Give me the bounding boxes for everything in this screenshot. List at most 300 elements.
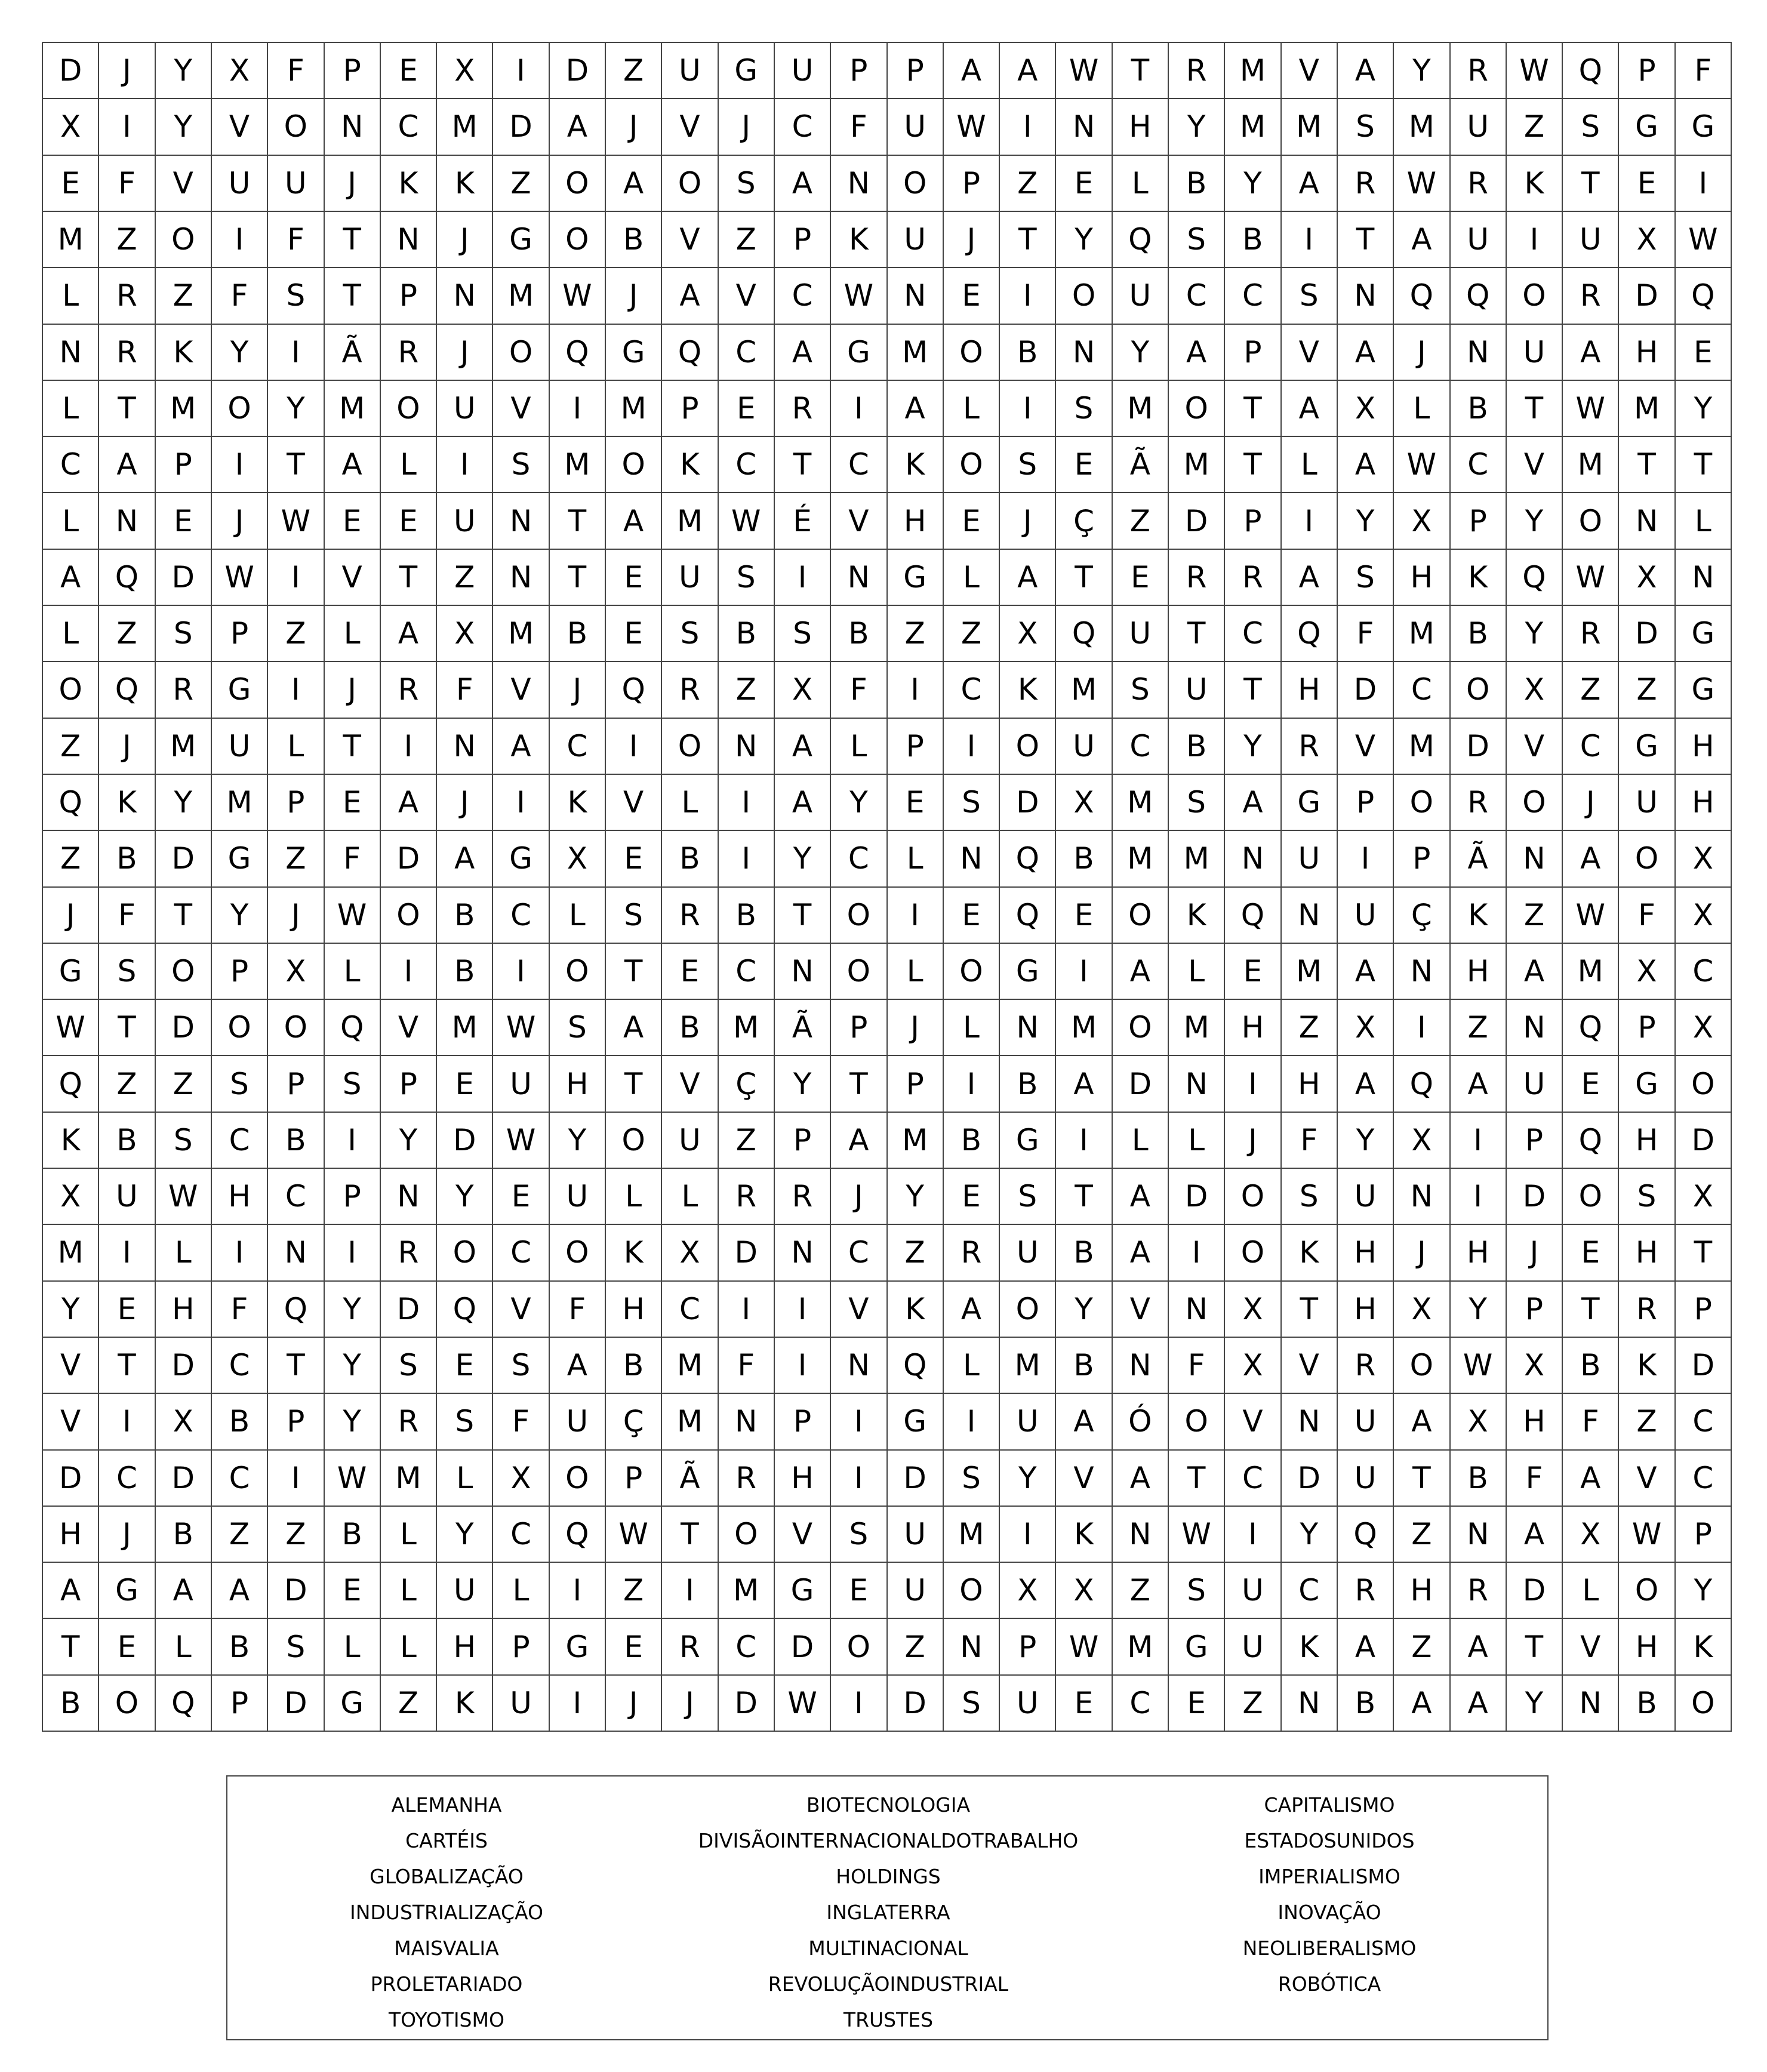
grid-cell[interactable]: A xyxy=(662,268,718,324)
grid-cell[interactable]: Z xyxy=(888,606,944,662)
grid-cell[interactable]: F xyxy=(268,212,324,268)
grid-cell[interactable]: M xyxy=(43,1225,99,1281)
grid-cell[interactable]: I xyxy=(1056,944,1112,1000)
grid-cell[interactable]: N xyxy=(43,325,99,381)
grid-cell[interactable]: I xyxy=(1451,1169,1507,1225)
grid-cell[interactable]: K xyxy=(1282,1225,1338,1281)
grid-cell[interactable]: A xyxy=(606,1000,662,1056)
grid-cell[interactable]: I xyxy=(212,212,268,268)
grid-cell[interactable]: D xyxy=(156,1000,212,1056)
grid-cell[interactable]: U xyxy=(493,1056,549,1112)
grid-cell[interactable]: K xyxy=(1282,1619,1338,1675)
grid-cell[interactable]: O xyxy=(99,1676,155,1732)
grid-cell[interactable]: G xyxy=(888,550,944,606)
grid-cell[interactable]: E xyxy=(606,1619,662,1675)
grid-cell[interactable]: Y xyxy=(325,1282,381,1338)
grid-cell[interactable]: A xyxy=(99,437,155,493)
grid-cell[interactable]: V xyxy=(662,99,718,155)
grid-cell[interactable]: R xyxy=(662,888,718,944)
grid-cell[interactable]: C xyxy=(1676,1394,1732,1450)
grid-cell[interactable]: C xyxy=(719,325,775,381)
grid-cell[interactable]: C xyxy=(719,1619,775,1675)
grid-cell[interactable]: I xyxy=(1282,493,1338,549)
grid-cell[interactable]: T xyxy=(1507,1619,1563,1675)
grid-cell[interactable]: S xyxy=(1000,1169,1056,1225)
grid-cell[interactable]: Z xyxy=(99,1056,155,1112)
grid-cell[interactable]: O xyxy=(831,1619,887,1675)
grid-cell[interactable]: N xyxy=(1282,1394,1338,1450)
grid-cell[interactable]: E xyxy=(99,1619,155,1675)
grid-cell[interactable]: B xyxy=(1225,212,1281,268)
grid-cell[interactable]: Q xyxy=(325,1000,381,1056)
grid-cell[interactable]: L xyxy=(493,1563,549,1619)
grid-cell[interactable]: O xyxy=(550,1451,606,1507)
grid-cell[interactable]: D xyxy=(719,1225,775,1281)
grid-cell[interactable]: D xyxy=(1676,1338,1732,1394)
grid-cell[interactable]: E xyxy=(437,1338,493,1394)
grid-cell[interactable]: A xyxy=(1056,1394,1112,1450)
grid-cell[interactable]: E xyxy=(606,831,662,887)
grid-cell[interactable]: A xyxy=(1338,43,1394,99)
grid-cell[interactable]: C xyxy=(1225,606,1281,662)
grid-cell[interactable]: G xyxy=(1676,99,1732,155)
grid-cell[interactable]: M xyxy=(1113,775,1169,831)
grid-cell[interactable]: A xyxy=(1225,775,1281,831)
grid-cell[interactable]: A xyxy=(1394,212,1450,268)
grid-cell[interactable]: M xyxy=(1113,381,1169,437)
grid-cell[interactable]: U xyxy=(437,381,493,437)
grid-cell[interactable]: P xyxy=(944,156,1000,212)
grid-cell[interactable]: X xyxy=(662,1225,718,1281)
grid-cell[interactable]: C xyxy=(831,437,887,493)
grid-cell[interactable]: P xyxy=(1619,43,1675,99)
grid-cell[interactable]: S xyxy=(1169,775,1225,831)
grid-cell[interactable]: C xyxy=(719,437,775,493)
grid-cell[interactable]: T xyxy=(1676,437,1732,493)
grid-cell[interactable]: H xyxy=(1619,325,1675,381)
grid-cell[interactable]: A xyxy=(775,775,831,831)
grid-cell[interactable]: K xyxy=(1507,156,1563,212)
grid-cell[interactable]: Q xyxy=(156,1676,212,1732)
grid-cell[interactable]: F xyxy=(212,1282,268,1338)
grid-cell[interactable]: N xyxy=(1000,1000,1056,1056)
grid-cell[interactable]: X xyxy=(1000,1563,1056,1619)
grid-cell[interactable]: T xyxy=(325,268,381,324)
grid-cell[interactable]: Z xyxy=(1113,1563,1169,1619)
grid-cell[interactable]: H xyxy=(888,493,944,549)
grid-cell[interactable]: Q xyxy=(1000,888,1056,944)
grid-cell[interactable]: S xyxy=(437,1394,493,1450)
grid-cell[interactable]: D xyxy=(1282,1451,1338,1507)
grid-cell[interactable]: U xyxy=(1000,1225,1056,1281)
grid-cell[interactable]: Y xyxy=(325,1338,381,1394)
grid-cell[interactable]: C xyxy=(662,1282,718,1338)
grid-cell[interactable]: E xyxy=(719,381,775,437)
grid-cell[interactable]: J xyxy=(831,1169,887,1225)
grid-cell[interactable]: G xyxy=(1169,1619,1225,1675)
grid-cell[interactable]: V xyxy=(43,1394,99,1450)
grid-cell[interactable]: G xyxy=(493,212,549,268)
grid-cell[interactable]: A xyxy=(381,775,437,831)
grid-cell[interactable]: U xyxy=(1338,1169,1394,1225)
grid-cell[interactable]: V xyxy=(719,268,775,324)
grid-cell[interactable]: W xyxy=(775,1676,831,1732)
grid-cell[interactable]: W xyxy=(493,1113,549,1169)
grid-cell[interactable]: Q xyxy=(606,662,662,718)
grid-cell[interactable]: Y xyxy=(325,1394,381,1450)
grid-cell[interactable]: U xyxy=(1113,606,1169,662)
grid-cell[interactable]: P xyxy=(1507,1282,1563,1338)
grid-cell[interactable]: G xyxy=(1619,1056,1675,1112)
grid-cell[interactable]: R xyxy=(719,1169,775,1225)
grid-cell[interactable]: E xyxy=(156,493,212,549)
grid-cell[interactable]: M xyxy=(156,719,212,775)
grid-cell[interactable]: N xyxy=(1282,888,1338,944)
grid-cell[interactable]: I xyxy=(775,550,831,606)
grid-cell[interactable]: N xyxy=(381,212,437,268)
grid-cell[interactable]: P xyxy=(831,43,887,99)
grid-cell[interactable]: U xyxy=(1225,1563,1281,1619)
grid-cell[interactable]: V xyxy=(1282,43,1338,99)
grid-cell[interactable]: O xyxy=(1676,1676,1732,1732)
grid-cell[interactable]: N xyxy=(1394,944,1450,1000)
grid-cell[interactable]: V xyxy=(493,662,549,718)
grid-cell[interactable]: D xyxy=(719,1676,775,1732)
grid-cell[interactable]: P xyxy=(775,212,831,268)
grid-cell[interactable]: J xyxy=(212,493,268,549)
grid-cell[interactable]: D xyxy=(1619,268,1675,324)
grid-cell[interactable]: M xyxy=(719,1000,775,1056)
grid-cell[interactable]: A xyxy=(1394,1676,1450,1732)
grid-cell[interactable]: H xyxy=(1451,944,1507,1000)
grid-cell[interactable]: I xyxy=(325,1225,381,1281)
grid-cell[interactable]: R xyxy=(662,662,718,718)
grid-cell[interactable]: A xyxy=(606,493,662,549)
grid-cell[interactable]: V xyxy=(325,550,381,606)
grid-cell[interactable]: A xyxy=(381,606,437,662)
grid-cell[interactable]: O xyxy=(381,381,437,437)
grid-cell[interactable]: C xyxy=(493,1225,549,1281)
grid-cell[interactable]: P xyxy=(1676,1282,1732,1338)
grid-cell[interactable]: S xyxy=(156,1113,212,1169)
grid-cell[interactable]: M xyxy=(493,268,549,324)
grid-cell[interactable]: D xyxy=(1169,493,1225,549)
grid-cell[interactable]: O xyxy=(1000,719,1056,775)
grid-cell[interactable]: S xyxy=(1000,437,1056,493)
grid-cell[interactable]: R xyxy=(381,662,437,718)
grid-cell[interactable]: X xyxy=(1507,662,1563,718)
grid-cell[interactable]: S xyxy=(944,775,1000,831)
grid-cell[interactable]: T xyxy=(325,212,381,268)
grid-cell[interactable]: V xyxy=(1225,1394,1281,1450)
grid-cell[interactable]: T xyxy=(1169,606,1225,662)
grid-cell[interactable]: Q xyxy=(1000,831,1056,887)
grid-cell[interactable]: A xyxy=(1282,550,1338,606)
grid-cell[interactable]: Z xyxy=(156,1056,212,1112)
grid-cell[interactable]: F xyxy=(1507,1451,1563,1507)
grid-cell[interactable]: I xyxy=(662,1563,718,1619)
grid-cell[interactable]: T xyxy=(1056,1169,1112,1225)
grid-cell[interactable]: I xyxy=(493,944,549,1000)
grid-cell[interactable]: X xyxy=(212,43,268,99)
grid-cell[interactable]: E xyxy=(831,1563,887,1619)
grid-cell[interactable]: M xyxy=(662,493,718,549)
grid-cell[interactable]: R xyxy=(944,1225,1000,1281)
grid-cell[interactable]: X xyxy=(43,99,99,155)
grid-cell[interactable]: M xyxy=(1169,437,1225,493)
grid-cell[interactable]: O xyxy=(1394,775,1450,831)
grid-cell[interactable]: N xyxy=(831,1338,887,1394)
grid-cell[interactable]: Q xyxy=(43,775,99,831)
grid-cell[interactable]: J xyxy=(888,1000,944,1056)
grid-cell[interactable]: K xyxy=(1000,662,1056,718)
grid-cell[interactable]: K xyxy=(606,1225,662,1281)
grid-cell[interactable]: Q xyxy=(550,325,606,381)
grid-cell[interactable]: S xyxy=(99,944,155,1000)
grid-cell[interactable]: N xyxy=(437,268,493,324)
grid-cell[interactable]: I xyxy=(1451,1113,1507,1169)
grid-cell[interactable]: N xyxy=(493,493,549,549)
grid-cell[interactable]: F xyxy=(550,1282,606,1338)
grid-cell[interactable]: H xyxy=(606,1282,662,1338)
grid-cell[interactable]: X xyxy=(1000,606,1056,662)
grid-cell[interactable]: W xyxy=(719,493,775,549)
grid-cell[interactable]: A xyxy=(606,156,662,212)
grid-cell[interactable]: U xyxy=(1451,212,1507,268)
grid-cell[interactable]: I xyxy=(1225,1507,1281,1563)
grid-cell[interactable]: B xyxy=(1169,719,1225,775)
grid-cell[interactable]: Z xyxy=(43,831,99,887)
grid-cell[interactable]: E xyxy=(944,1169,1000,1225)
grid-cell[interactable]: C xyxy=(831,1225,887,1281)
grid-cell[interactable]: B xyxy=(1563,1338,1619,1394)
grid-cell[interactable]: I xyxy=(831,1394,887,1450)
grid-cell[interactable]: Y xyxy=(437,1169,493,1225)
grid-cell[interactable]: I xyxy=(775,1282,831,1338)
grid-cell[interactable]: Y xyxy=(1225,156,1281,212)
grid-cell[interactable]: I xyxy=(719,1282,775,1338)
grid-cell[interactable]: G xyxy=(43,944,99,1000)
grid-cell[interactable]: F xyxy=(268,43,324,99)
grid-cell[interactable]: E xyxy=(381,493,437,549)
grid-cell[interactable]: L xyxy=(1676,493,1732,549)
grid-cell[interactable]: T xyxy=(1169,1451,1225,1507)
grid-cell[interactable]: S xyxy=(1282,268,1338,324)
grid-cell[interactable]: R xyxy=(1169,43,1225,99)
grid-cell[interactable]: P xyxy=(325,1169,381,1225)
grid-cell[interactable]: E xyxy=(437,1056,493,1112)
grid-cell[interactable]: M xyxy=(1563,944,1619,1000)
grid-cell[interactable]: L xyxy=(381,1619,437,1675)
grid-cell[interactable]: B xyxy=(1338,1676,1394,1732)
grid-cell[interactable]: I xyxy=(606,719,662,775)
grid-cell[interactable]: A xyxy=(1113,944,1169,1000)
grid-cell[interactable]: Y xyxy=(1113,325,1169,381)
grid-cell[interactable]: Z xyxy=(99,606,155,662)
grid-cell[interactable]: T xyxy=(831,1056,887,1112)
grid-cell[interactable]: X xyxy=(493,1451,549,1507)
grid-cell[interactable]: L xyxy=(1563,1563,1619,1619)
grid-cell[interactable]: K xyxy=(156,325,212,381)
grid-cell[interactable]: Ç xyxy=(606,1394,662,1450)
grid-cell[interactable]: U xyxy=(268,156,324,212)
grid-cell[interactable]: T xyxy=(606,1056,662,1112)
grid-cell[interactable]: M xyxy=(888,325,944,381)
grid-cell[interactable]: N xyxy=(1338,268,1394,324)
grid-cell[interactable]: B xyxy=(662,831,718,887)
grid-cell[interactable]: K xyxy=(831,212,887,268)
grid-cell[interactable]: A xyxy=(775,156,831,212)
grid-cell[interactable]: M xyxy=(43,212,99,268)
grid-cell[interactable]: B xyxy=(1000,1056,1056,1112)
grid-cell[interactable]: R xyxy=(1563,606,1619,662)
grid-cell[interactable]: I xyxy=(831,381,887,437)
grid-cell[interactable]: A xyxy=(43,1563,99,1619)
grid-cell[interactable]: Y xyxy=(1676,1563,1732,1619)
grid-cell[interactable]: M xyxy=(662,1338,718,1394)
grid-cell[interactable]: T xyxy=(43,1619,99,1675)
grid-cell[interactable]: T xyxy=(606,944,662,1000)
grid-cell[interactable]: C xyxy=(212,1338,268,1394)
grid-cell[interactable]: C xyxy=(493,1507,549,1563)
grid-cell[interactable]: U xyxy=(437,493,493,549)
grid-cell[interactable]: U xyxy=(1225,1619,1281,1675)
grid-cell[interactable]: H xyxy=(775,1451,831,1507)
grid-cell[interactable]: U xyxy=(1113,268,1169,324)
grid-cell[interactable]: N xyxy=(831,156,887,212)
grid-cell[interactable]: S xyxy=(268,268,324,324)
grid-cell[interactable]: F xyxy=(99,156,155,212)
grid-cell[interactable]: O xyxy=(1394,1338,1450,1394)
grid-cell[interactable]: U xyxy=(1563,212,1619,268)
grid-cell[interactable]: L xyxy=(606,1169,662,1225)
grid-cell[interactable]: A xyxy=(156,1563,212,1619)
grid-cell[interactable]: Ã xyxy=(1451,831,1507,887)
grid-cell[interactable]: U xyxy=(1338,1394,1394,1450)
grid-cell[interactable]: Z xyxy=(944,606,1000,662)
grid-cell[interactable]: V xyxy=(1282,325,1338,381)
grid-cell[interactable]: E xyxy=(888,775,944,831)
grid-cell[interactable]: C xyxy=(381,99,437,155)
grid-cell[interactable]: Y xyxy=(550,1113,606,1169)
grid-cell[interactable]: U xyxy=(888,1507,944,1563)
grid-cell[interactable]: C xyxy=(1169,268,1225,324)
grid-cell[interactable]: N xyxy=(1169,1282,1225,1338)
grid-cell[interactable]: C xyxy=(1113,1676,1169,1732)
grid-cell[interactable]: W xyxy=(606,1507,662,1563)
grid-cell[interactable]: E xyxy=(1056,1676,1112,1732)
grid-cell[interactable]: T xyxy=(1056,550,1112,606)
grid-cell[interactable]: I xyxy=(550,381,606,437)
grid-cell[interactable]: Q xyxy=(268,1282,324,1338)
grid-cell[interactable]: A xyxy=(1507,944,1563,1000)
grid-cell[interactable]: U xyxy=(888,212,944,268)
grid-cell[interactable]: A xyxy=(1338,1056,1394,1112)
grid-cell[interactable]: N xyxy=(944,1619,1000,1675)
grid-cell[interactable]: Z xyxy=(1619,1394,1675,1450)
grid-cell[interactable]: C xyxy=(493,888,549,944)
grid-cell[interactable]: R xyxy=(99,268,155,324)
grid-cell[interactable]: L xyxy=(325,944,381,1000)
grid-cell[interactable]: U xyxy=(1507,1056,1563,1112)
grid-cell[interactable]: R xyxy=(1563,268,1619,324)
grid-cell[interactable]: V xyxy=(1619,1451,1675,1507)
grid-cell[interactable]: U xyxy=(775,43,831,99)
grid-cell[interactable]: Z xyxy=(1507,888,1563,944)
grid-cell[interactable]: D xyxy=(381,1282,437,1338)
grid-cell[interactable]: G xyxy=(606,325,662,381)
grid-cell[interactable]: N xyxy=(493,550,549,606)
grid-cell[interactable]: O xyxy=(1507,268,1563,324)
grid-cell[interactable]: E xyxy=(944,268,1000,324)
grid-cell[interactable]: P xyxy=(775,1113,831,1169)
grid-cell[interactable]: I xyxy=(719,775,775,831)
grid-cell[interactable]: R xyxy=(1451,43,1507,99)
grid-cell[interactable]: T xyxy=(1676,1225,1732,1281)
grid-cell[interactable]: L xyxy=(1169,944,1225,1000)
grid-cell[interactable]: D xyxy=(381,831,437,887)
grid-cell[interactable]: E xyxy=(1056,888,1112,944)
grid-cell[interactable]: A xyxy=(1451,1056,1507,1112)
grid-cell[interactable]: T xyxy=(662,1507,718,1563)
grid-cell[interactable]: P xyxy=(493,1619,549,1675)
grid-cell[interactable]: L xyxy=(43,606,99,662)
grid-cell[interactable]: Q xyxy=(1563,43,1619,99)
grid-cell[interactable]: E xyxy=(1169,1676,1225,1732)
grid-cell[interactable]: M xyxy=(325,381,381,437)
grid-cell[interactable]: M xyxy=(1394,99,1450,155)
grid-cell[interactable]: V xyxy=(493,381,549,437)
grid-cell[interactable]: D xyxy=(156,1451,212,1507)
grid-cell[interactable]: L xyxy=(1113,1113,1169,1169)
grid-cell[interactable]: J xyxy=(1394,1225,1450,1281)
grid-cell[interactable]: L xyxy=(381,1563,437,1619)
grid-cell[interactable]: T xyxy=(1619,437,1675,493)
grid-cell[interactable]: Y xyxy=(1507,1676,1563,1732)
grid-cell[interactable]: J xyxy=(325,662,381,718)
grid-cell[interactable]: O xyxy=(1169,1394,1225,1450)
grid-cell[interactable]: I xyxy=(888,888,944,944)
grid-cell[interactable]: E xyxy=(1676,325,1732,381)
grid-cell[interactable]: S xyxy=(493,437,549,493)
grid-cell[interactable]: A xyxy=(493,719,549,775)
grid-cell[interactable]: W xyxy=(268,493,324,549)
grid-cell[interactable]: E xyxy=(944,493,1000,549)
grid-cell[interactable]: E xyxy=(1056,437,1112,493)
grid-cell[interactable]: I xyxy=(831,1451,887,1507)
grid-cell[interactable]: B xyxy=(212,1394,268,1450)
grid-cell[interactable]: S xyxy=(1619,1169,1675,1225)
grid-cell[interactable]: N xyxy=(719,1394,775,1450)
grid-cell[interactable]: T xyxy=(156,888,212,944)
grid-cell[interactable]: U xyxy=(99,1169,155,1225)
grid-cell[interactable]: M xyxy=(381,1451,437,1507)
grid-cell[interactable]: A xyxy=(1056,1056,1112,1112)
grid-cell[interactable]: Y xyxy=(775,831,831,887)
grid-cell[interactable]: O xyxy=(437,1225,493,1281)
grid-cell[interactable]: L xyxy=(944,1338,1000,1394)
grid-cell[interactable]: O xyxy=(550,156,606,212)
grid-cell[interactable]: M xyxy=(1056,662,1112,718)
grid-cell[interactable]: Y xyxy=(1225,719,1281,775)
grid-cell[interactable]: A xyxy=(1113,1225,1169,1281)
grid-cell[interactable]: I xyxy=(493,775,549,831)
grid-cell[interactable]: O xyxy=(944,1563,1000,1619)
grid-cell[interactable]: K xyxy=(1451,550,1507,606)
grid-cell[interactable]: N xyxy=(1394,1169,1450,1225)
grid-cell[interactable]: H xyxy=(156,1282,212,1338)
grid-cell[interactable]: P xyxy=(212,1676,268,1732)
